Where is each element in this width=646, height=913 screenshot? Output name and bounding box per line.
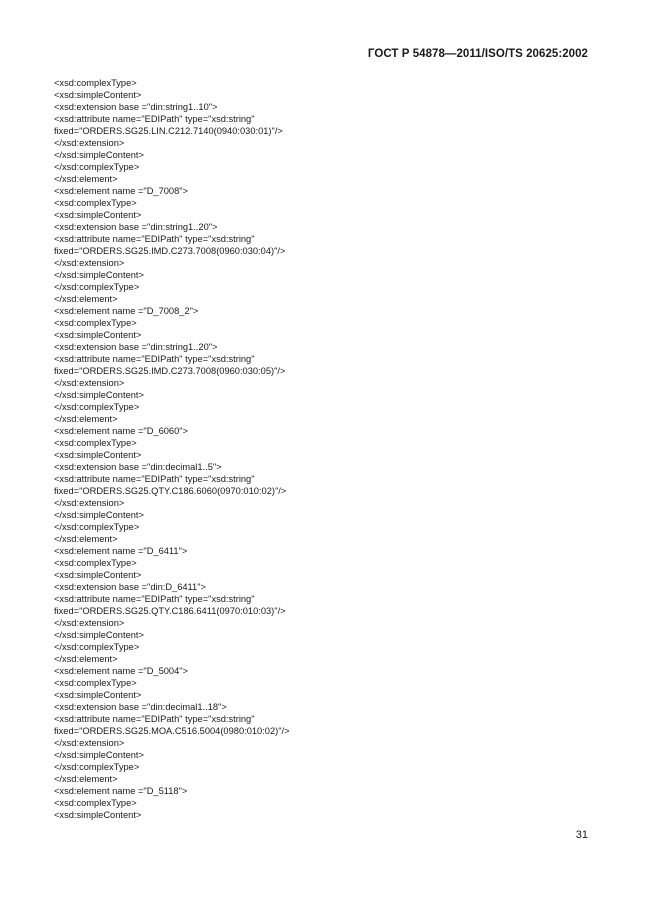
- code-line: <xsd:simpleContent>: [54, 690, 142, 700]
- code-line: </xsd:element>: [54, 414, 118, 424]
- code-line: <xsd:simpleContent>: [54, 570, 142, 580]
- code-line: </xsd:complexType>: [54, 522, 140, 532]
- code-line: <xsd:attribute name="EDIPath" type="xsd:string": [54, 474, 255, 484]
- code-line: </xsd:extension>: [54, 498, 125, 508]
- code-line: </xsd:extension>: [54, 138, 125, 148]
- code-line: <xsd:simpleContent>: [54, 210, 142, 220]
- code-line: <xsd:complexType>: [54, 558, 137, 568]
- code-line: <xsd:element name ="D_7008">: [54, 186, 189, 196]
- code-line: <xsd:element name ="D_5118">: [54, 786, 188, 796]
- code-line: <xsd:attribute name="EDIPath" type="xsd:string": [54, 594, 255, 604]
- code-line: </xsd:extension>: [54, 258, 125, 268]
- code-line: <xsd:simpleContent>: [54, 90, 142, 100]
- code-line: <xsd:attribute name="EDIPath" type="xsd:string": [54, 354, 255, 364]
- code-line: <xsd:extension base ="din:string1..10">: [54, 102, 218, 112]
- code-line: </xsd:simpleContent>: [54, 270, 144, 280]
- code-line: <xsd:simpleContent>: [54, 330, 142, 340]
- code-line: </xsd:element>: [54, 174, 118, 184]
- code-line: <xsd:extension base ="din:decimal1..5">: [54, 462, 222, 472]
- code-line: </xsd:element>: [54, 534, 118, 544]
- code-line: <xsd:extension base ="din:D_6411">: [54, 582, 206, 592]
- code-line: <xsd:complexType>: [54, 318, 137, 328]
- code-line: <xsd:attribute name="EDIPath" type="xsd:string": [54, 234, 255, 244]
- code-line: <xsd:element name ="D_5004">: [54, 666, 189, 676]
- code-line: fixed="ORDERS.SG25.MOA.C516.5004(0980:010:02)"/>: [54, 726, 290, 736]
- code-line: </xsd:complexType>: [54, 402, 140, 412]
- code-line: </xsd:complexType>: [54, 762, 140, 772]
- code-line: <xsd:complexType>: [54, 798, 137, 808]
- code-line: </xsd:element>: [54, 294, 118, 304]
- code-line: fixed="ORDERS.SG25.QTY.C186.6060(0970:010:02)"/>: [54, 486, 287, 496]
- code-line: <xsd:element name ="D_6060">: [54, 426, 189, 436]
- code-line: fixed="ORDERS.SG25.IMD.C273.7008(0960:030:05)"/>: [54, 366, 286, 376]
- code-line: <xsd:complexType>: [54, 678, 137, 688]
- code-line: fixed="ORDERS.SG25.LIN.C212.7140(0940:030:01)"/>: [54, 126, 283, 136]
- code-line: <xsd:simpleContent>: [54, 450, 142, 460]
- code-line: </xsd:simpleContent>: [54, 390, 144, 400]
- code-line: <xsd:complexType>: [54, 198, 137, 208]
- code-line: <xsd:simpleContent>: [54, 810, 142, 820]
- code-line: <xsd:attribute name="EDIPath" type="xsd:string": [54, 114, 255, 124]
- page-number: 31: [575, 829, 588, 841]
- code-line: <xsd:extension base ="din:string1..20">: [54, 342, 218, 352]
- code-line: <xsd:element name ="D_6411">: [54, 546, 188, 556]
- code-line: </xsd:simpleContent>: [54, 630, 144, 640]
- code-line: <xsd:element name ="D_7008_2">: [54, 306, 199, 316]
- code-line: </xsd:simpleContent>: [54, 750, 144, 760]
- code-line: </xsd:element>: [54, 774, 118, 784]
- standard-header: ГОСТ Р 54878—2011/ISO/TS 20625:2002: [367, 48, 588, 60]
- code-line: <xsd:extension base ="din:string1..20">: [54, 222, 218, 232]
- code-line: fixed="ORDERS.SG25.IMD.C273.7008(0960:030:04)"/>: [54, 246, 286, 256]
- code-line: <xsd:attribute name="EDIPath" type="xsd:string": [54, 714, 255, 724]
- xsd-code-listing: [54, 77, 594, 821]
- code-line: <xsd:extension base ="din:decimal1..18">: [54, 702, 227, 712]
- code-line: </xsd:element>: [54, 654, 118, 664]
- code-line: </xsd:simpleContent>: [54, 510, 144, 520]
- code-line: </xsd:complexType>: [54, 282, 140, 292]
- code-line: <xsd:complexType>: [54, 438, 137, 448]
- code-line: fixed="ORDERS.SG25.QTY.C186.6411(0970:010:03)"/>: [54, 606, 286, 616]
- code-line: </xsd:complexType>: [54, 162, 140, 172]
- code-line: <xsd:complexType>: [54, 78, 137, 88]
- code-line: </xsd:extension>: [54, 378, 125, 388]
- code-line: </xsd:extension>: [54, 618, 125, 628]
- code-line: </xsd:complexType>: [54, 642, 140, 652]
- code-line: </xsd:simpleContent>: [54, 150, 144, 160]
- code-line: </xsd:extension>: [54, 738, 125, 748]
